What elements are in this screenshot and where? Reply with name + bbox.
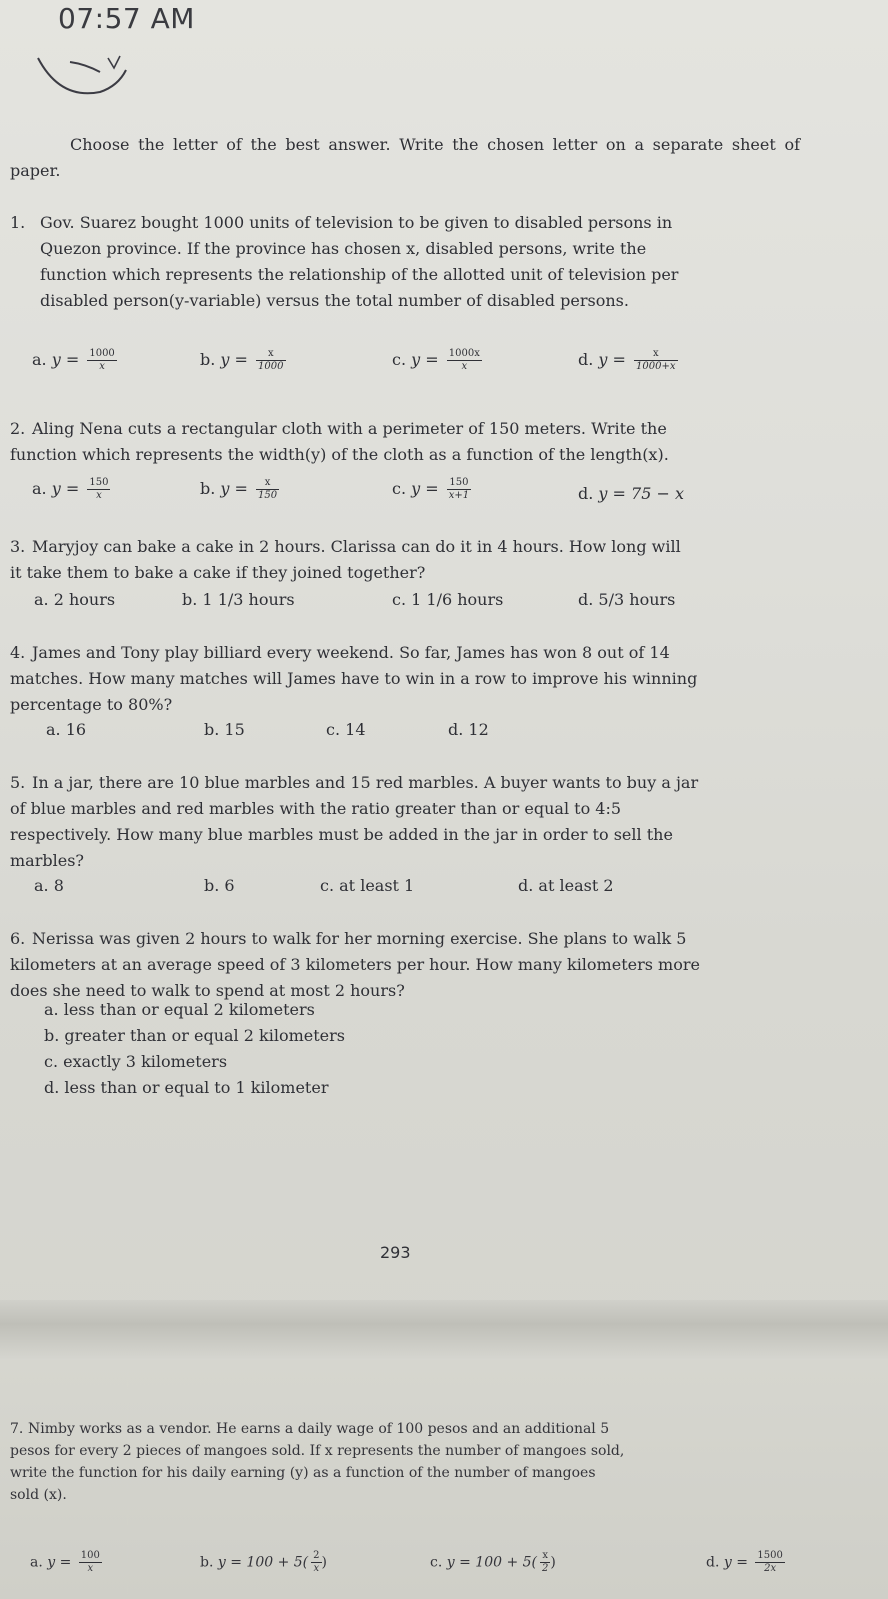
- fraction-numerator: 150: [89, 477, 109, 488]
- question-7-line-3: write the function for his daily earning (y) as a function of the number of mangoes: [10, 1465, 596, 1481]
- question-6-option-d: [44, 1078, 328, 1097]
- option-text: greater than or equal 2 kilometers: [64, 1026, 345, 1045]
- option-letter: d.: [578, 484, 594, 503]
- question-3-option-d: [578, 590, 675, 609]
- option-text: 1 1/3 hours: [202, 590, 295, 609]
- fraction-denominator: 150: [258, 490, 278, 501]
- option-letter: c.: [430, 1554, 443, 1571]
- option-letter: c.: [392, 479, 407, 498]
- question-7-option-a: [30, 1550, 102, 1575]
- option-lhs: y =: [47, 1554, 72, 1571]
- fraction-numerator: x: [256, 477, 279, 490]
- question-2-number: 2.: [10, 419, 26, 438]
- question-6-line-1: Nerissa was given 2 hours to walk for her morning exercise. She plans to walk 5: [32, 929, 687, 948]
- option-text: less than or equal 2 kilometers: [63, 1000, 315, 1019]
- fraction-numerator: 2: [313, 1550, 320, 1561]
- question-7-line-1: Nimby works as a vendor. He earns a daily wage of 100 pesos and an additional 5: [28, 1421, 610, 1437]
- option-letter: c.: [44, 1052, 59, 1071]
- option-lhs: y =: [51, 479, 80, 498]
- question-5-option-a: [34, 876, 64, 895]
- option-letter: a.: [44, 1000, 59, 1019]
- option-letter: d.: [448, 720, 464, 739]
- option-text: y = 75 − x: [598, 484, 684, 503]
- question-1-option-c: [392, 348, 482, 373]
- question-5-line-4: marbles?: [10, 851, 84, 870]
- option-lhs: y =: [723, 1554, 748, 1571]
- fraction-denominator: 1000: [258, 361, 284, 372]
- option-fraction: [540, 1550, 550, 1575]
- option-text: 14: [345, 720, 366, 739]
- question-7-option-d: [706, 1550, 785, 1575]
- page-fold-divider: [0, 1300, 888, 1360]
- option-letter: d.: [578, 590, 594, 609]
- option-letter: d.: [518, 876, 534, 895]
- option-fraction: [87, 348, 116, 373]
- question-7-option-b: [200, 1550, 327, 1575]
- option-letter: a.: [34, 590, 49, 609]
- question-3-line-2: it take them to bake a cake if they joined together?: [10, 563, 426, 582]
- question-4-line-1: James and Tony play billiard every weekend. So far, James has won 8 out of 14: [32, 643, 670, 662]
- option-letter: b.: [204, 720, 220, 739]
- option-fraction: [79, 1550, 102, 1575]
- question-4-line-2: matches. How many matches will James have to win in a row to improve his winning: [10, 669, 698, 688]
- option-lhs: y =: [411, 350, 439, 369]
- question-1-line-1: Gov. Suarez bought 1000 units of television to be given to disabled persons in: [40, 213, 673, 232]
- option-fraction: [755, 1550, 784, 1575]
- question-3-option-a: [34, 590, 115, 609]
- option-text: 12: [468, 720, 489, 739]
- question-1-option-a: [32, 348, 117, 373]
- option-letter: b.: [200, 479, 216, 498]
- question-4-option-d: [448, 720, 489, 739]
- option-text: 15: [224, 720, 245, 739]
- option-letter: b.: [204, 876, 220, 895]
- option-text: at least 2: [538, 876, 614, 895]
- question-4-option-b: [204, 720, 245, 739]
- question-2-line-1: Aling Nena cuts a rectangular cloth with a perimeter of 150 meters. Write the: [32, 419, 667, 438]
- option-letter: c.: [392, 590, 407, 609]
- question-4-line-3: percentage to 80%?: [10, 695, 173, 714]
- question-4-option-a: [46, 720, 86, 739]
- fraction-numerator: x: [540, 1550, 550, 1563]
- question-5-line-1: In a jar, there are 10 blue marbles and 15 red marbles. A buyer wants to buy a jar: [32, 773, 699, 792]
- option-fraction: [87, 477, 110, 502]
- question-6-option-a: [44, 1000, 315, 1019]
- fraction-numerator: 1500: [757, 1550, 783, 1561]
- option-fraction: [256, 348, 285, 373]
- question-5-option-c: [320, 876, 414, 895]
- option-text: 6: [224, 876, 235, 895]
- option-letter: b.: [182, 590, 198, 609]
- option-letter: a.: [32, 479, 47, 498]
- question-7-line-4: sold (x).: [10, 1487, 67, 1503]
- fraction-denominator: x: [461, 361, 468, 372]
- option-fraction: [256, 477, 279, 502]
- question-6-line-2: kilometers at an average speed of 3 kilometers per hour. How many kilometers more: [10, 955, 700, 974]
- fraction-denominator: x: [96, 490, 102, 501]
- question-3-number: 3.: [10, 537, 26, 556]
- question-2-option-b: [200, 477, 279, 502]
- question-1-line-3: function which represents the relationship of the allotted unit of television per: [40, 265, 679, 284]
- question-2-line-2: function which represents the width(y) of the cloth as a function of the length(x).: [10, 445, 669, 464]
- question-4-number: 4.: [10, 643, 26, 662]
- fraction-denominator: 1000+x: [636, 361, 676, 372]
- option-fraction: [447, 348, 482, 373]
- option-lhs: y =: [411, 479, 439, 498]
- question-7-line-2: pesos for every 2 pieces of mangoes sold. If x represents the number of mangoes sold,: [10, 1443, 625, 1459]
- question-5-line-3: respectively. How many blue marbles must be added in the jar in order to sell the: [10, 825, 673, 844]
- option-text: 16: [65, 720, 87, 739]
- question-3-line-1: Maryjoy can bake a cake in 2 hours. Clarissa can do it in 4 hours. How long will: [32, 537, 681, 556]
- question-5-option-b: [204, 876, 235, 895]
- question-6-number: 6.: [10, 929, 26, 948]
- option-text: y = 100 + 5(: [446, 1554, 538, 1571]
- option-fraction: [634, 348, 677, 373]
- fraction-numerator: x: [256, 348, 285, 361]
- question-1-line-4: disabled person(y-variable) versus the total number of disabled persons.: [40, 291, 629, 310]
- option-lhs: y =: [220, 350, 248, 369]
- fraction-numerator: 150: [447, 477, 471, 490]
- option-letter: a.: [30, 1554, 43, 1571]
- fraction-numerator: x: [634, 348, 677, 361]
- question-1-option-b: [200, 348, 286, 373]
- pen-doodle-icon: [30, 50, 140, 105]
- question-2-option-c: [392, 477, 471, 502]
- option-text: y = 100 + 5(: [217, 1554, 309, 1571]
- option-text: 8: [53, 876, 64, 895]
- fraction-denominator: 2x: [764, 1563, 777, 1574]
- question-5-option-d: [518, 876, 614, 895]
- option-letter: d.: [578, 350, 594, 369]
- question-5-number: 5.: [10, 773, 26, 792]
- option-lhs: y =: [220, 479, 248, 498]
- option-lhs: y =: [598, 350, 626, 369]
- question-6-option-b: [44, 1026, 345, 1045]
- option-letter: d.: [44, 1078, 60, 1097]
- option-fraction: [311, 1550, 321, 1575]
- question-7-option-c: [430, 1550, 556, 1575]
- fraction-denominator: x+1: [448, 490, 470, 501]
- question-2-option-a: [32, 477, 110, 502]
- fraction-numerator: 1000x: [448, 348, 480, 359]
- question-3-option-b: [182, 590, 295, 609]
- option-text: 2 hours: [53, 590, 116, 609]
- question-6-line-3: does she need to walk to spend at most 2 hours?: [10, 981, 405, 1000]
- fraction-numerator: 100: [80, 1550, 100, 1561]
- question-3-option-c: [392, 590, 503, 609]
- option-text: at least 1: [339, 876, 415, 895]
- question-5-line-2: of blue marbles and red marbles with the ratio greater than or equal to 4:5: [10, 799, 622, 818]
- fraction-denominator: 2: [542, 1563, 549, 1574]
- option-letter: a.: [34, 876, 49, 895]
- question-1-line-2: Quezon province. If the province has chosen x, disabled persons, write the: [40, 239, 647, 258]
- option-fraction: [447, 477, 471, 502]
- option-letter: c.: [320, 876, 335, 895]
- option-lhs: y =: [51, 350, 80, 369]
- fraction-denominator: x: [313, 1563, 320, 1574]
- option-suffix: ): [321, 1554, 327, 1571]
- question-7-number: 7.: [10, 1421, 24, 1437]
- option-letter: b.: [44, 1026, 60, 1045]
- option-letter: b.: [200, 1554, 214, 1571]
- status-time: 07:57 AM: [58, 2, 195, 35]
- option-letter: b.: [200, 350, 216, 369]
- option-text: less than or equal to 1 kilometer: [64, 1078, 329, 1097]
- fraction-denominator: x: [99, 361, 105, 372]
- option-letter: c.: [326, 720, 341, 739]
- option-text: 1 1/6 hours: [411, 590, 504, 609]
- question-6-option-c: [44, 1052, 227, 1071]
- question-1-option-d: [578, 348, 678, 373]
- question-4-option-c: [326, 720, 366, 739]
- question-1-number: 1.: [10, 213, 26, 232]
- page-number: 293: [380, 1243, 411, 1262]
- option-letter: a.: [32, 350, 47, 369]
- instructions: Choose the letter of the best answer. Write the chosen letter on a separate sheet of paper.: [10, 135, 800, 180]
- option-suffix: ): [550, 1554, 556, 1571]
- option-letter: a.: [46, 720, 61, 739]
- fraction-numerator: 1000: [89, 348, 115, 359]
- option-text: exactly 3 kilometers: [63, 1052, 228, 1071]
- option-letter: d.: [706, 1554, 720, 1571]
- option-text: 5/3 hours: [598, 590, 676, 609]
- question-2-option-d: [578, 484, 684, 503]
- option-letter: c.: [392, 350, 407, 369]
- fraction-denominator: x: [87, 1563, 94, 1574]
